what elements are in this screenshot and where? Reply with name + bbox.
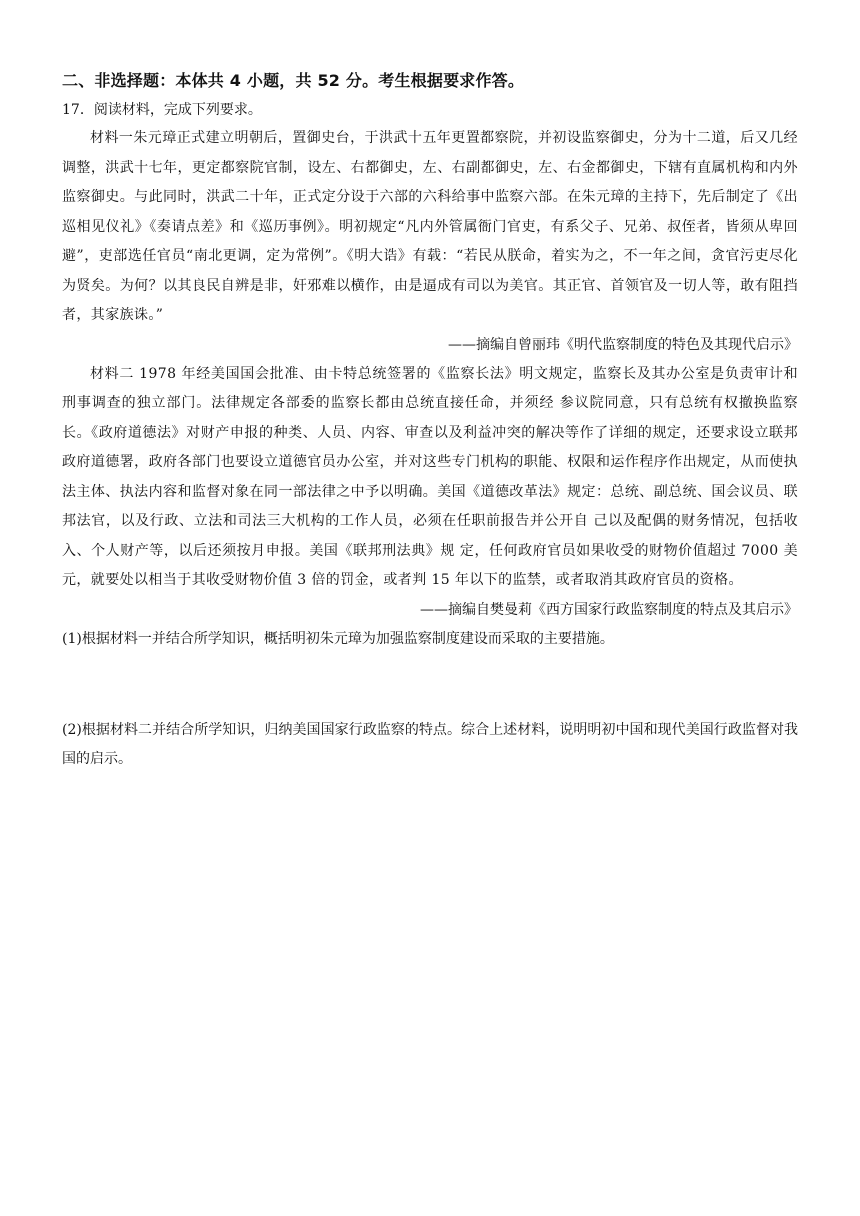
exam-page — [62, 70, 798, 774]
material-one-source: ——摘编自曾丽玮《明代监察制度的特色及其现代启示》 — [448, 336, 798, 353]
material-two: 材料二 1978 年经美国国会批准、由卡特总统签署的《监察长法》明文规定，监察长及其办公室是负责审计和刑事调查的独立部门。法律规定各部委的监察长都由总统直接任命，并须经 参议院同意，只有总统有权撤换监察长。《政府道德法》对财产申报的种类、人员、内容、审查以及利益冲突的解决等作了详细的规定，还要求设立联邦政府道德署，政府各部门也要设立道德官员办公室，并对这些专门机构的职能、权限和运作程序作出规定，从而使执法主体、执法内容和监督对象在同一部法律之中予以明确。美国《道德改革法》规定：总统、副总统、国会议员、联邦法官，以及行政、立法和司法三大机构的工作人员，必须在任职前报告并公开自 己以及配偶的财务情况，包括收入、个人财产等，以后还须按月申报。美国《联邦刑法典》规 定，任何政府官员如果收受的财物价值超过 7000 美元，就要处以相当于其收受财物价值 3 倍的罚金，或者判 15 年以下的监禁，或者取消其政府官员的资格。 — [62, 365, 798, 588]
answer-space-1 — [62, 654, 798, 716]
sub-question-2: (2)根据材料二并结合所学知识，归纳美国国家行政监察的特点。综合上述材料，说明明初中国和现代美国行政监督对我国的启示。 — [62, 721, 798, 767]
sub-question-1: (1)根据材料一并结合所学知识，概括明初朱元璋为加强监察制度建设而采取的主要措施。 — [62, 630, 614, 647]
material-two-source: ——摘编自樊曼莉《西方国家行政监察制度的特点及其启示》 — [420, 601, 798, 618]
question-intro: 17．阅读材料，完成下列要求。 — [62, 102, 262, 118]
material-one: 材料一朱元璋正式建立明朝后，置御史台，于洪武十五年更置都察院，并初设监察御史，分为十二道，后又几经调整，洪武十七年，更定都察院官制，设左、右都御史，左、右副都御史，左、右金都御史，下辖有直属机构和内外监察御史。与此同时，洪武二十年，正式定分设于六部的六科给事中监察六部。在朱元璋的主持下，先后制定了《出巡相见仪礼》《奏请点差》和《巡历事例》。明初规定“凡内外管属衙门官吏，有系父子、兄弟、叔侄者，皆须从卑回避”，吏部选任官员“南北更调，定为常例”。《明大诰》有载：“若民从朕命，着实为之，不一年之间，贪官污吏尽化为贤矣。为何？以其良民自辨是非，奸邪难以横作，由是逼成有司以为美官。其正官、首领官及一切人等，敢有阻挡者，其家族诛。” — [62, 130, 798, 323]
section-heading: 二、非选择题：本体共 4 小题，共 52 分。考生根据要求作答。 — [62, 71, 525, 90]
